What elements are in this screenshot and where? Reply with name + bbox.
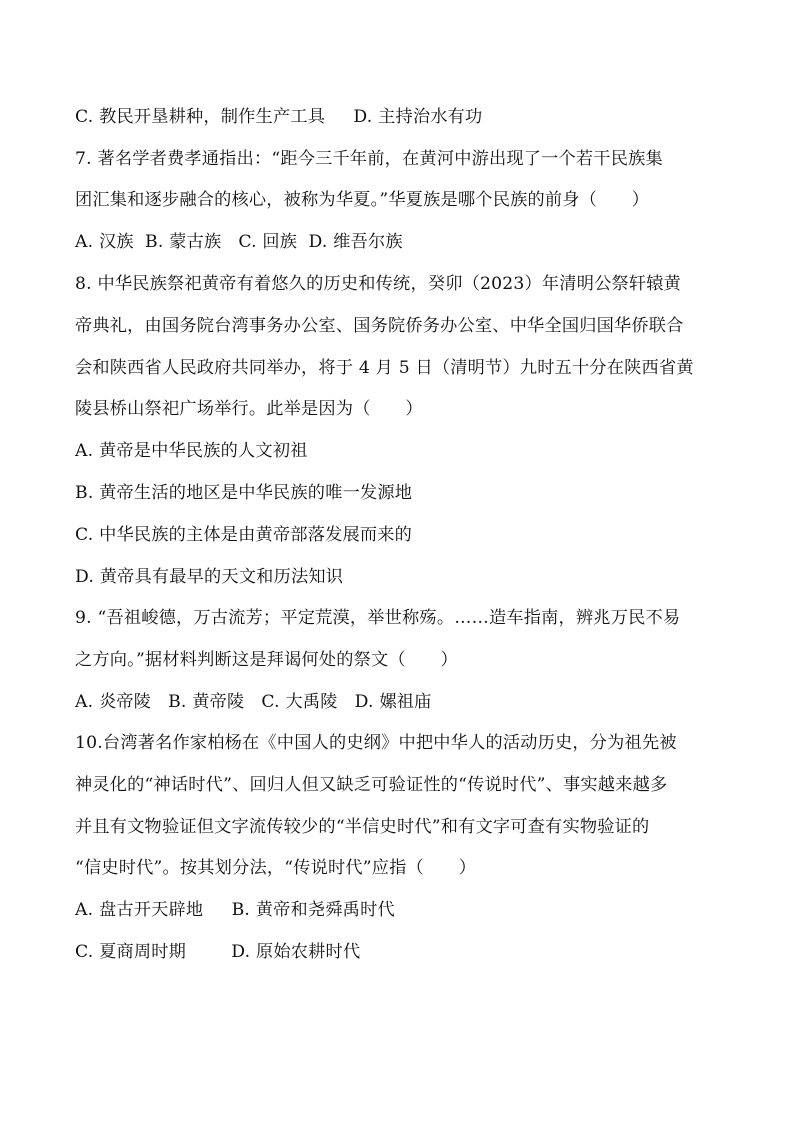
q8-stem-line-1: 8. 中华民族祭祀黄帝有着悠久的历史和传统，癸卯（2023）年清明公祭轩辕黄 (75, 274, 682, 294)
q8-stem-line-3: 会和陕西省人民政府共同举办，将于 4 月 5 日（清明节）九时五十分在陕西省黄 (75, 358, 694, 378)
q6-option-c-d: C. 教民开垦耕种，制作生产工具 D. 主持治水有功 (75, 107, 483, 127)
q8-option-d: D. 黄帝具有最早的天文和历法知识 (75, 567, 344, 587)
q10-stem-line-2: 神灵化的“神话时代”、回归人但又缺乏可验证性的“传说时代”、事实越来越多 (75, 775, 668, 795)
q7-stem-line-1: 7. 著名学者费孝通指出：“距今三千年前，在黄河中游出现了一个若干民族集 (75, 149, 663, 169)
q10-options-a-b: A. 盘古开天辟地 B. 黄帝和尧舜禹时代 (75, 900, 395, 920)
q8-option-a: A. 黄帝是中华民族的人文初祖 (75, 441, 308, 461)
q7-stem-line-2: 团汇集和逐步融合的核心，被称为华夏。”华夏族是哪个民族的前身（ ） (75, 190, 650, 210)
q10-stem-line-4: “信史时代”。按其划分法，“传说时代”应指（ ） (75, 858, 477, 878)
q10-options-c-d: C. 夏商周时期 D. 原始农耕时代 (75, 942, 361, 962)
q10-stem-line-3: 并且有文物验证但文字流传较少的“半信史时代”和有文字可查有实物验证的 (75, 817, 650, 837)
q8-option-c: C. 中华民族的主体是由黄帝部落发展而来的 (75, 525, 413, 545)
q9-stem-line-2: 之方向。”据材料判断这是拜谒何处的祭文（ ） (75, 650, 458, 670)
q8-stem-line-2: 帝典礼，由国务院台湾事务办公室、国务院侨务办公室、中华全国归国华侨联合 (75, 316, 684, 336)
q7-options: A. 汉族 B. 蒙古族 C. 回族 D. 维吾尔族 (75, 232, 403, 252)
q10-stem-line-1: 10.台湾著名作家柏杨在《中国人的史纲》中把中华人的活动历史，分为祖先被 (75, 733, 677, 753)
q9-stem-line-1: 9. “吾祖峻德，万古流芳；平定荒漠，举世称殇。……造车指南，辨兆万民不易 (75, 608, 681, 628)
q9-options: A. 炎帝陵 B. 黄帝陵 C. 大禹陵 D. 嫘祖庙 (75, 692, 432, 712)
q8-option-b: B. 黄帝生活的地区是中华民族的唯一发源地 (75, 483, 413, 503)
q8-stem-line-4: 陵县桥山祭祀广场举行。此举是因为（ ） (75, 399, 423, 419)
